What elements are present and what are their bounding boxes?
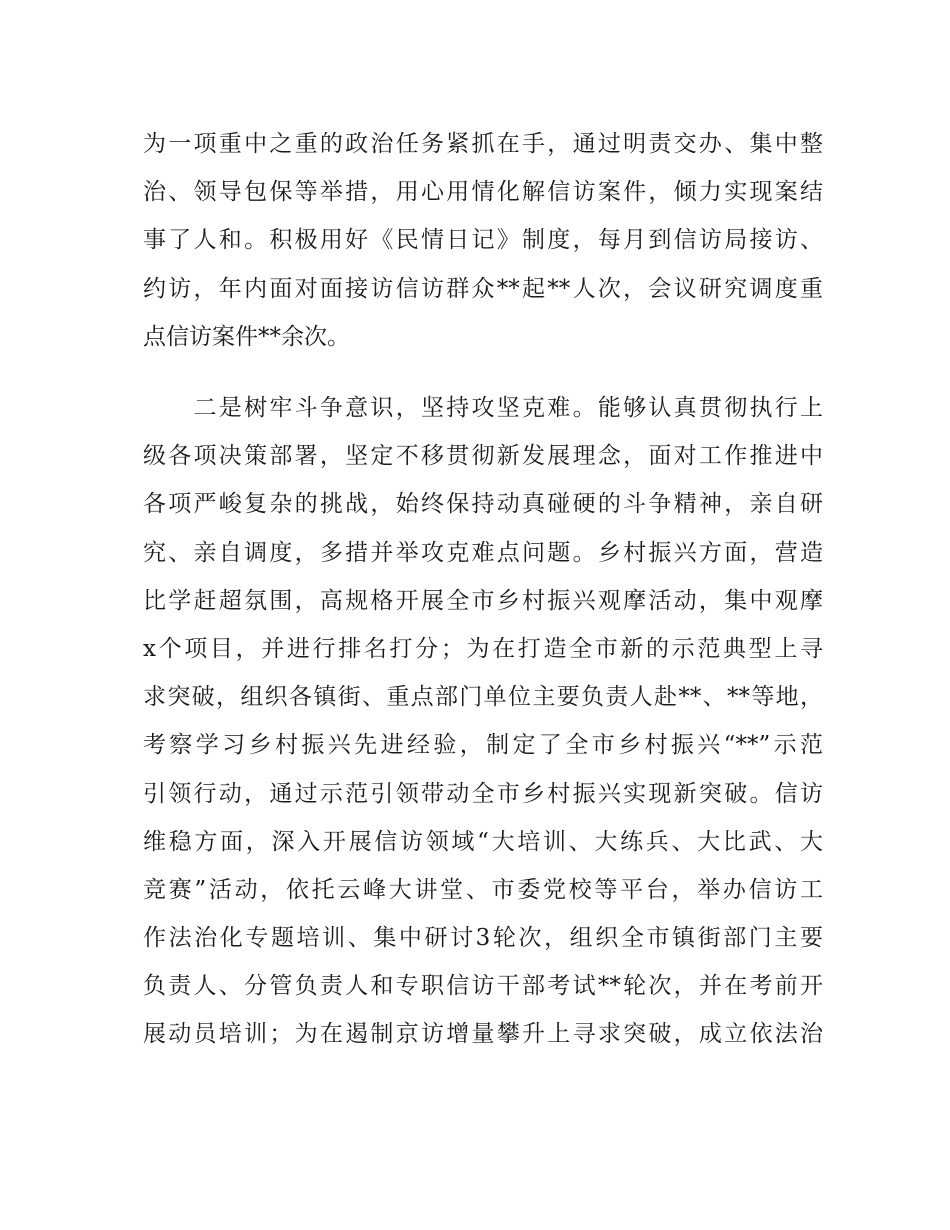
text-line: 引领行动，通过示范引领带动全市乡村振兴实现新突破。信访 xyxy=(143,780,823,807)
paragraph-1 xyxy=(143,120,823,361)
text-line: 级各项决策部署，坚定不移贯彻新发展理念，面对工作推进中 xyxy=(143,443,823,470)
text-line: 约访，年内面对面接访信访群众**起**人次，会议研究调度重 xyxy=(143,275,823,302)
text-line: 作法治化专题培训、集中研讨3轮次，组织全市镇街部门主要 xyxy=(143,925,823,952)
text-line: 维稳方面，深入开展信访领域“大培训、大练兵、大比武、大 xyxy=(143,828,823,855)
text-line: 事了人和。积极用好《民情日记》制度，每月到信访局接访、 xyxy=(143,227,823,254)
text-line: 负责人、分管负责人和专职信访干部考试**轮次，并在考前开 xyxy=(143,973,823,1000)
text-line: 求突破，组织各镇街、重点部门单位主要负责人赴**、**等地， xyxy=(143,684,823,711)
text-line: x个项目，并进行排名打分；为在打造全市新的示范典型上寻 xyxy=(143,635,823,662)
text-line: 二是树牢斗争意识，坚持攻坚克难。能够认真贯彻执行上 xyxy=(143,395,823,421)
text-line: 治、领导包保等举措，用心用情化解信访案件，倾力实现案结 xyxy=(143,179,823,206)
text-line: 竞赛”活动，依托云峰大讲堂、市委党校等平台，举办信访工 xyxy=(143,876,823,903)
text-line: 为一项重中之重的政治任务紧抓在手，通过明责交办、集中整 xyxy=(143,131,823,157)
text-line: 究、亲自调度，多措并举攻克难点问题。乡村振兴方面，营造 xyxy=(143,539,823,566)
text-line: 展动员培训；为在遏制京访增量攀升上寻求突破，成立依法治 xyxy=(143,1021,823,1048)
text-line: 点信访案件**余次。 xyxy=(143,323,350,350)
text-line: 各项严峻复杂的挑战，始终保持动真碰硬的斗争精神，亲自研 xyxy=(143,491,823,518)
text-line: 考察学习乡村振兴先进经验，制定了全市乡村振兴“**”示范 xyxy=(143,732,823,759)
text-line: 比学赶超氛围，高规格开展全市乡村振兴观摩活动，集中观摩 xyxy=(143,587,823,614)
paragraph-2 xyxy=(143,384,823,1059)
